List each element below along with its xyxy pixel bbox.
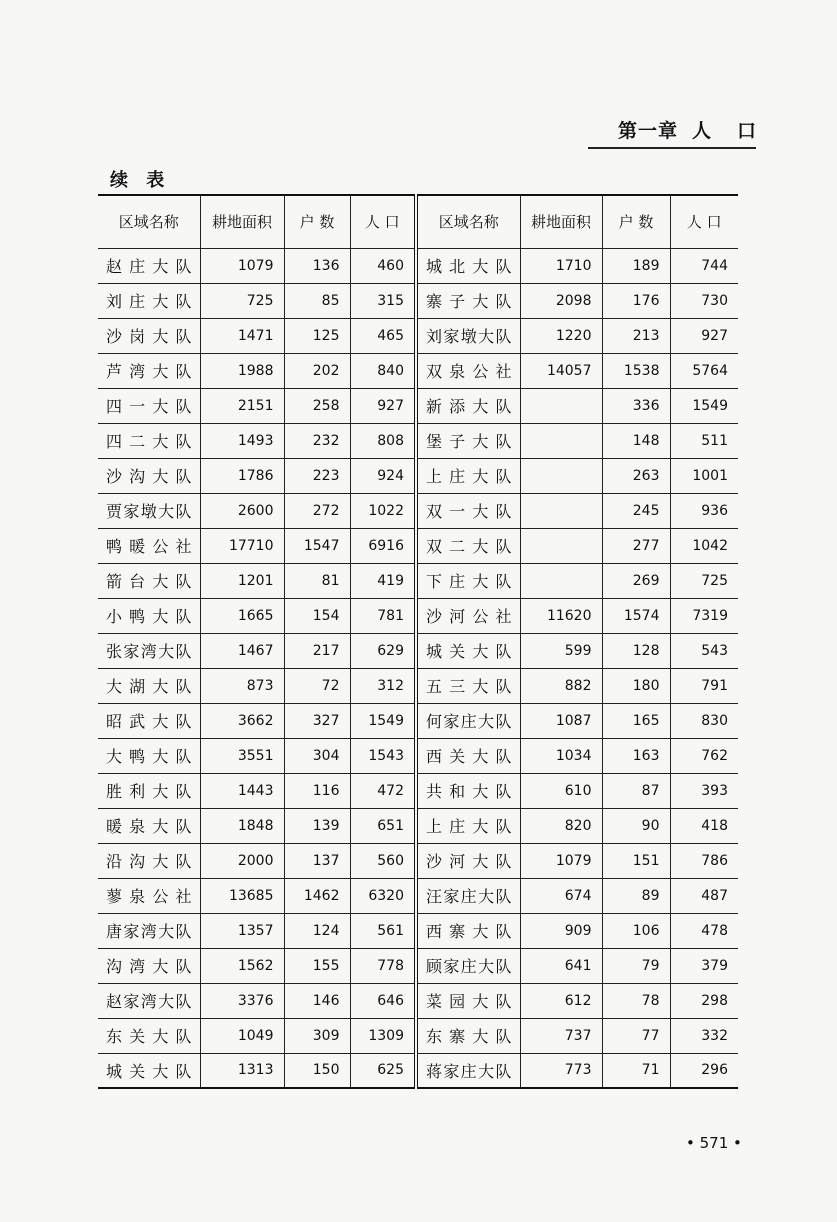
region-name-cell: 蒋家庄大队: [416, 1053, 520, 1088]
value-cell: 629: [350, 633, 416, 668]
value-cell: 6916: [350, 528, 416, 563]
value-cell: 725: [200, 283, 284, 318]
value-cell: 762: [670, 738, 738, 773]
value-cell: 791: [670, 668, 738, 703]
value-cell: 2098: [520, 283, 602, 318]
table-row: [98, 983, 738, 1018]
value-cell: [520, 388, 602, 423]
value-cell: 393: [670, 773, 738, 808]
value-cell: 14057: [520, 353, 602, 388]
value-cell: 1471: [200, 318, 284, 353]
region-name-cell: 沙河大队: [416, 843, 520, 878]
region-name-cell: 城关大队: [98, 1053, 200, 1088]
value-cell: 124: [284, 913, 350, 948]
table-row: [98, 283, 738, 318]
region-name-cell: 顾家庄大队: [416, 948, 520, 983]
value-cell: 336: [602, 388, 670, 423]
value-cell: 1357: [200, 913, 284, 948]
value-cell: 560: [350, 843, 416, 878]
value-cell: 744: [670, 248, 738, 283]
value-cell: 1547: [284, 528, 350, 563]
value-cell: 245: [602, 493, 670, 528]
region-name-cell: 何家庄大队: [416, 703, 520, 738]
value-cell: 128: [602, 633, 670, 668]
region-name-cell: 下庄大队: [416, 563, 520, 598]
value-cell: 646: [350, 983, 416, 1018]
value-cell: 87: [602, 773, 670, 808]
column-header: 耕地面积: [200, 195, 284, 248]
value-cell: 909: [520, 913, 602, 948]
value-cell: 1001: [670, 458, 738, 493]
table-row: [98, 493, 738, 528]
table-row: [98, 703, 738, 738]
region-name-cell: 上庄大队: [416, 808, 520, 843]
region-name-cell: 沟湾大队: [98, 948, 200, 983]
value-cell: 610: [520, 773, 602, 808]
value-cell: 1462: [284, 878, 350, 913]
value-cell: 272: [284, 493, 350, 528]
region-name-cell: 箭台大队: [98, 563, 200, 598]
region-name-cell: 堡子大队: [416, 423, 520, 458]
table-row: [98, 738, 738, 773]
value-cell: 304: [284, 738, 350, 773]
value-cell: 873: [200, 668, 284, 703]
column-header: 区域名称: [416, 195, 520, 248]
table-row: [98, 843, 738, 878]
table-row: [98, 668, 738, 703]
value-cell: 258: [284, 388, 350, 423]
value-cell: 90: [602, 808, 670, 843]
value-cell: 309: [284, 1018, 350, 1053]
value-cell: 1665: [200, 598, 284, 633]
value-cell: 1079: [520, 843, 602, 878]
value-cell: 1543: [350, 738, 416, 773]
region-name-cell: 沿沟大队: [98, 843, 200, 878]
value-cell: 625: [350, 1053, 416, 1088]
value-cell: 936: [670, 493, 738, 528]
value-cell: 1988: [200, 353, 284, 388]
region-name-cell: 唐家湾大队: [98, 913, 200, 948]
value-cell: 11620: [520, 598, 602, 633]
value-cell: 1562: [200, 948, 284, 983]
table-row: [98, 528, 738, 563]
value-cell: 1443: [200, 773, 284, 808]
value-cell: 298: [670, 983, 738, 1018]
value-cell: 1848: [200, 808, 284, 843]
value-cell: 778: [350, 948, 416, 983]
region-name-cell: 双泉公社: [416, 353, 520, 388]
table-header-row: [98, 195, 738, 248]
value-cell: 72: [284, 668, 350, 703]
table-row: [98, 318, 738, 353]
value-cell: [520, 563, 602, 598]
region-name-cell: 四一大队: [98, 388, 200, 423]
value-cell: 81: [284, 563, 350, 598]
column-header: 区域名称: [98, 195, 200, 248]
value-cell: 213: [602, 318, 670, 353]
region-name-cell: 鸭暖公社: [98, 528, 200, 563]
value-cell: 773: [520, 1053, 602, 1088]
region-name-cell: 沙岗大队: [98, 318, 200, 353]
value-cell: 17710: [200, 528, 284, 563]
value-cell: 165: [602, 703, 670, 738]
chapter-title: 人口: [691, 120, 782, 142]
value-cell: 217: [284, 633, 350, 668]
value-cell: 3662: [200, 703, 284, 738]
value-cell: 125: [284, 318, 350, 353]
region-name-cell: 芦湾大队: [98, 353, 200, 388]
value-cell: 154: [284, 598, 350, 633]
value-cell: 1220: [520, 318, 602, 353]
chapter-number: 第一章: [617, 120, 678, 142]
value-cell: 3551: [200, 738, 284, 773]
value-cell: 312: [350, 668, 416, 703]
region-name-cell: 昭武大队: [98, 703, 200, 738]
region-name-cell: 刘庄大队: [98, 283, 200, 318]
value-cell: [520, 528, 602, 563]
region-name-cell: 赵庄大队: [98, 248, 200, 283]
value-cell: 1574: [602, 598, 670, 633]
value-cell: 543: [670, 633, 738, 668]
value-cell: 487: [670, 878, 738, 913]
value-cell: 106: [602, 913, 670, 948]
value-cell: 781: [350, 598, 416, 633]
value-cell: 6320: [350, 878, 416, 913]
value-cell: 163: [602, 738, 670, 773]
value-cell: 460: [350, 248, 416, 283]
value-cell: 1079: [200, 248, 284, 283]
value-cell: 150: [284, 1053, 350, 1088]
table-row: [98, 423, 738, 458]
value-cell: 927: [670, 318, 738, 353]
value-cell: 315: [350, 283, 416, 318]
region-name-cell: 五三大队: [416, 668, 520, 703]
value-cell: 725: [670, 563, 738, 598]
column-header: 人 口: [350, 195, 416, 248]
region-name-cell: 双二大队: [416, 528, 520, 563]
value-cell: 651: [350, 808, 416, 843]
chapter-heading: [588, 116, 782, 149]
value-cell: 2600: [200, 493, 284, 528]
value-cell: 89: [602, 878, 670, 913]
table-row: [98, 598, 738, 633]
value-cell: 1034: [520, 738, 602, 773]
value-cell: 13685: [200, 878, 284, 913]
value-cell: [520, 423, 602, 458]
table-row: [98, 808, 738, 843]
value-cell: 840: [350, 353, 416, 388]
region-name-cell: 城北大队: [416, 248, 520, 283]
region-name-cell: 赵家湾大队: [98, 983, 200, 1018]
value-cell: 465: [350, 318, 416, 353]
value-cell: 1786: [200, 458, 284, 493]
value-cell: 202: [284, 353, 350, 388]
region-name-cell: 共和大队: [416, 773, 520, 808]
value-cell: 418: [670, 808, 738, 843]
region-name-cell: 贾家墩大队: [98, 493, 200, 528]
region-name-cell: 汪家庄大队: [416, 878, 520, 913]
value-cell: 269: [602, 563, 670, 598]
value-cell: 263: [602, 458, 670, 493]
value-cell: 1309: [350, 1018, 416, 1053]
value-cell: 296: [670, 1053, 738, 1088]
value-cell: 223: [284, 458, 350, 493]
region-name-cell: 新添大队: [416, 388, 520, 423]
region-name-cell: 刘家墩大队: [416, 318, 520, 353]
value-cell: 808: [350, 423, 416, 458]
value-cell: 2151: [200, 388, 284, 423]
value-cell: 561: [350, 913, 416, 948]
value-cell: 472: [350, 773, 416, 808]
value-cell: 612: [520, 983, 602, 1018]
value-cell: 478: [670, 913, 738, 948]
value-cell: 1022: [350, 493, 416, 528]
value-cell: 1087: [520, 703, 602, 738]
region-name-cell: 东寨大队: [416, 1018, 520, 1053]
column-header: 耕地面积: [520, 195, 602, 248]
value-cell: 71: [602, 1053, 670, 1088]
value-cell: 1549: [670, 388, 738, 423]
value-cell: 277: [602, 528, 670, 563]
region-name-cell: 沙沟大队: [98, 458, 200, 493]
region-name-cell: 暖泉大队: [98, 808, 200, 843]
region-name-cell: 西关大队: [416, 738, 520, 773]
value-cell: 641: [520, 948, 602, 983]
region-name-cell: 胜利大队: [98, 773, 200, 808]
region-name-cell: 菜园大队: [416, 983, 520, 1018]
value-cell: 1710: [520, 248, 602, 283]
region-name-cell: 城关大队: [416, 633, 520, 668]
value-cell: 5764: [670, 353, 738, 388]
value-cell: 327: [284, 703, 350, 738]
value-cell: 1549: [350, 703, 416, 738]
region-name-cell: 寨子大队: [416, 283, 520, 318]
table-row: [98, 248, 738, 283]
table-row: [98, 913, 738, 948]
value-cell: [520, 458, 602, 493]
value-cell: 332: [670, 1018, 738, 1053]
table-row: [98, 563, 738, 598]
value-cell: 419: [350, 563, 416, 598]
value-cell: 1201: [200, 563, 284, 598]
region-name-cell: 东关大队: [98, 1018, 200, 1053]
table-row: [98, 458, 738, 493]
value-cell: 77: [602, 1018, 670, 1053]
table-row: [98, 773, 738, 808]
value-cell: 139: [284, 808, 350, 843]
value-cell: 1467: [200, 633, 284, 668]
continued-label: 续 表: [110, 170, 171, 191]
value-cell: 136: [284, 248, 350, 283]
value-cell: 830: [670, 703, 738, 738]
value-cell: 599: [520, 633, 602, 668]
value-cell: 820: [520, 808, 602, 843]
value-cell: 882: [520, 668, 602, 703]
value-cell: 146: [284, 983, 350, 1018]
value-cell: 1538: [602, 353, 670, 388]
column-header: 户 数: [602, 195, 670, 248]
region-name-cell: 小鸭大队: [98, 598, 200, 633]
region-name-cell: 大湖大队: [98, 668, 200, 703]
value-cell: 151: [602, 843, 670, 878]
value-cell: 137: [284, 843, 350, 878]
value-cell: 7319: [670, 598, 738, 633]
value-cell: 2000: [200, 843, 284, 878]
value-cell: 148: [602, 423, 670, 458]
value-cell: 1049: [200, 1018, 284, 1053]
table-row: [98, 353, 738, 388]
value-cell: 155: [284, 948, 350, 983]
value-cell: 924: [350, 458, 416, 493]
value-cell: 176: [602, 283, 670, 318]
column-header: 人 口: [670, 195, 738, 248]
table-row: [98, 388, 738, 423]
value-cell: 730: [670, 283, 738, 318]
value-cell: 3376: [200, 983, 284, 1018]
population-table: [98, 194, 738, 1089]
value-cell: 79: [602, 948, 670, 983]
table-row: [98, 633, 738, 668]
region-name-cell: 双一大队: [416, 493, 520, 528]
value-cell: 1313: [200, 1053, 284, 1088]
page-number: • 571 •: [686, 1134, 742, 1152]
value-cell: 180: [602, 668, 670, 703]
value-cell: 511: [670, 423, 738, 458]
value-cell: 85: [284, 283, 350, 318]
value-cell: 674: [520, 878, 602, 913]
table-row: [98, 1053, 738, 1088]
value-cell: 737: [520, 1018, 602, 1053]
region-name-cell: 沙河公社: [416, 598, 520, 633]
region-name-cell: 四二大队: [98, 423, 200, 458]
value-cell: 78: [602, 983, 670, 1018]
column-header: 户 数: [284, 195, 350, 248]
region-name-cell: 张家湾大队: [98, 633, 200, 668]
table-row: [98, 1018, 738, 1053]
value-cell: 927: [350, 388, 416, 423]
value-cell: 1493: [200, 423, 284, 458]
region-name-cell: 蓼泉公社: [98, 878, 200, 913]
region-name-cell: 上庄大队: [416, 458, 520, 493]
table-row: [98, 878, 738, 913]
region-name-cell: 西寨大队: [416, 913, 520, 948]
value-cell: 1042: [670, 528, 738, 563]
value-cell: 116: [284, 773, 350, 808]
table-row: [98, 948, 738, 983]
value-cell: 379: [670, 948, 738, 983]
value-cell: 786: [670, 843, 738, 878]
value-cell: 232: [284, 423, 350, 458]
value-cell: [520, 493, 602, 528]
region-name-cell: 大鸭大队: [98, 738, 200, 773]
value-cell: 189: [602, 248, 670, 283]
